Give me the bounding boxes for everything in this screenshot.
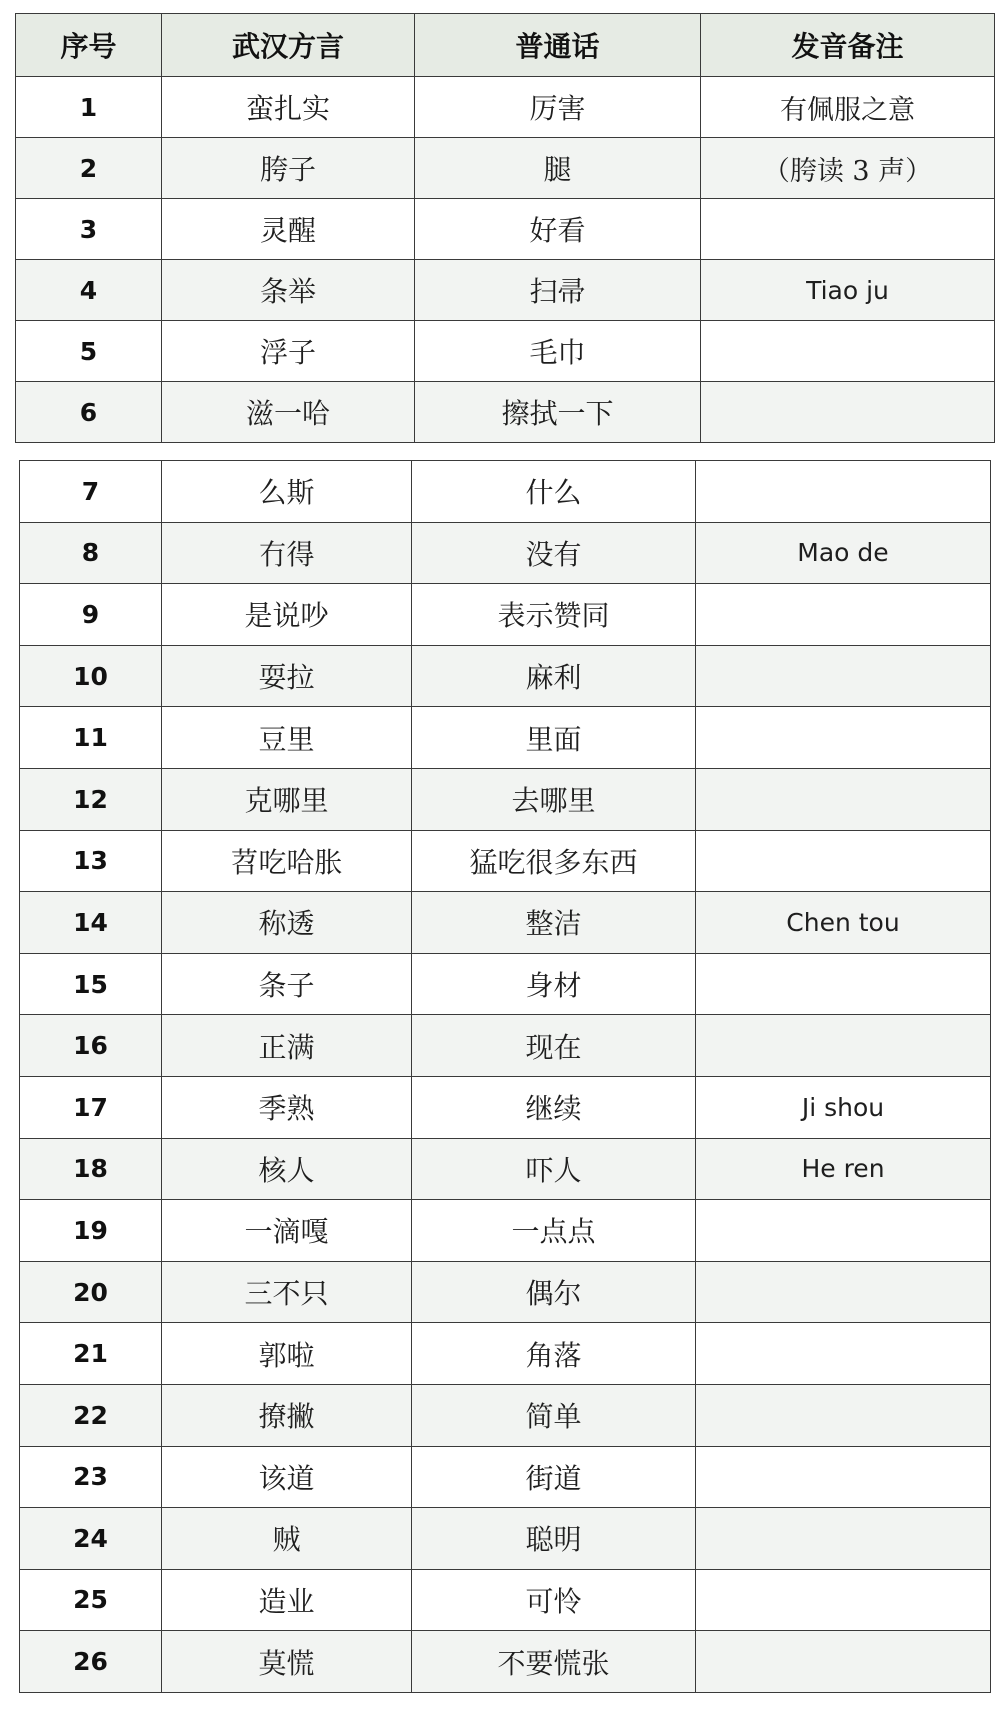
table-row: [16, 199, 995, 260]
cell-mandarin: 扫帚: [415, 260, 701, 321]
cell-dialect: 耍拉: [162, 645, 412, 707]
cell-index: 22: [20, 1384, 162, 1446]
cell-dialect: 豆里: [162, 707, 412, 769]
table-row: [16, 138, 995, 199]
cell-note: [701, 321, 995, 382]
cell-dialect: 贼: [162, 1508, 412, 1570]
cell-index: 7: [20, 461, 162, 523]
cell-dialect: 造业: [162, 1569, 412, 1631]
cell-index: 24: [20, 1508, 162, 1570]
cell-mandarin: 吓人: [412, 1138, 696, 1200]
cell-index: 21: [20, 1323, 162, 1385]
cell-dialect: 三不只: [162, 1261, 412, 1323]
cell-index: 11: [20, 707, 162, 769]
cell-index: 15: [20, 953, 162, 1015]
cell-note: [701, 382, 995, 443]
cell-mandarin: 可怜: [412, 1569, 696, 1631]
cell-note: [696, 584, 991, 646]
header-note: 发音备注: [701, 14, 995, 77]
cell-index: 10: [20, 645, 162, 707]
cell-note: [701, 199, 995, 260]
cell-mandarin: 身材: [412, 953, 696, 1015]
table-row: [20, 1015, 991, 1077]
table-row: [20, 645, 991, 707]
cell-dialect: 称透: [162, 892, 412, 954]
table-row: [20, 584, 991, 646]
cell-dialect: 郭啦: [162, 1323, 412, 1385]
cell-dialect: 冇得: [162, 522, 412, 584]
dialect-table-bottom: [19, 460, 991, 1693]
cell-mandarin: 表示赞同: [412, 584, 696, 646]
cell-dialect: 浮子: [162, 321, 415, 382]
cell-note: [696, 768, 991, 830]
table-row: [20, 768, 991, 830]
cell-mandarin: 简单: [412, 1384, 696, 1446]
cell-mandarin: 聪明: [412, 1508, 696, 1570]
cell-index: 14: [20, 892, 162, 954]
cell-dialect: 一滴嘎: [162, 1200, 412, 1262]
cell-mandarin: 不要慌张: [412, 1631, 696, 1693]
table-row: [20, 1323, 991, 1385]
cell-index: 13: [20, 830, 162, 892]
header-index: 序号: [16, 14, 162, 77]
cell-mandarin: 一点点: [412, 1200, 696, 1262]
dialect-table-top: [15, 13, 995, 443]
cell-note: Chen tou: [696, 892, 991, 954]
table-row: [20, 1446, 991, 1508]
cell-note: Ji shou: [696, 1076, 991, 1138]
cell-index: 25: [20, 1569, 162, 1631]
cell-mandarin: 角落: [412, 1323, 696, 1385]
cell-mandarin: 猛吃很多东西: [412, 830, 696, 892]
cell-dialect: 条子: [162, 953, 412, 1015]
cell-note: [696, 1508, 991, 1570]
cell-dialect: 季熟: [162, 1076, 412, 1138]
cell-note: [696, 1015, 991, 1077]
dialect-table-part-1: [15, 13, 994, 443]
cell-note: [696, 1631, 991, 1693]
cell-mandarin: 整洁: [412, 892, 696, 954]
cell-index: 5: [16, 321, 162, 382]
table-row: [20, 830, 991, 892]
cell-index: 3: [16, 199, 162, 260]
table-row: [20, 707, 991, 769]
cell-mandarin: 擦拭一下: [415, 382, 701, 443]
cell-mandarin: 好看: [415, 199, 701, 260]
cell-note: [696, 1569, 991, 1631]
cell-note: 有佩服之意: [701, 77, 995, 138]
table-row: [20, 1569, 991, 1631]
cell-note: [696, 953, 991, 1015]
cell-mandarin: 毛巾: [415, 321, 701, 382]
table-row: [16, 77, 995, 138]
cell-mandarin: 街道: [412, 1446, 696, 1508]
cell-index: 2: [16, 138, 162, 199]
cell-index: 18: [20, 1138, 162, 1200]
cell-dialect: 正满: [162, 1015, 412, 1077]
table-row: [16, 260, 995, 321]
cell-index: 6: [16, 382, 162, 443]
cell-mandarin: 什么: [412, 461, 696, 523]
table-row: [20, 461, 991, 523]
cell-mandarin: 现在: [412, 1015, 696, 1077]
cell-mandarin: 麻利: [412, 645, 696, 707]
cell-note: [696, 1384, 991, 1446]
cell-dialect: 莫慌: [162, 1631, 412, 1693]
cell-index: 12: [20, 768, 162, 830]
cell-dialect: 该道: [162, 1446, 412, 1508]
table-row: [20, 892, 991, 954]
cell-index: 26: [20, 1631, 162, 1693]
cell-index: 1: [16, 77, 162, 138]
cell-dialect: 克哪里: [162, 768, 412, 830]
table-row: [20, 1138, 991, 1200]
cell-note: [696, 1446, 991, 1508]
cell-index: 23: [20, 1446, 162, 1508]
cell-dialect: 撩撇: [162, 1384, 412, 1446]
cell-index: 4: [16, 260, 162, 321]
cell-dialect: 灵醒: [162, 199, 415, 260]
cell-mandarin: 里面: [412, 707, 696, 769]
table-row: [20, 1076, 991, 1138]
cell-mandarin: 厉害: [415, 77, 701, 138]
cell-note: [696, 707, 991, 769]
table-row: [16, 321, 995, 382]
table-row: [20, 1508, 991, 1570]
cell-dialect: 滋一哈: [162, 382, 415, 443]
header-mandarin: 普通话: [415, 14, 701, 77]
table-row: [20, 1631, 991, 1693]
cell-mandarin: 继续: [412, 1076, 696, 1138]
cell-note: [696, 1200, 991, 1262]
cell-note: [696, 1261, 991, 1323]
cell-dialect: 核人: [162, 1138, 412, 1200]
cell-note: Tiao ju: [701, 260, 995, 321]
dialect-table-part-2: [19, 460, 990, 1693]
cell-note: （胯读 3 声）: [701, 138, 995, 199]
cell-note: [696, 830, 991, 892]
cell-dialect: 是说吵: [162, 584, 412, 646]
cell-note: [696, 461, 991, 523]
cell-index: 17: [20, 1076, 162, 1138]
cell-note: He ren: [696, 1138, 991, 1200]
cell-mandarin: 腿: [415, 138, 701, 199]
cell-index: 9: [20, 584, 162, 646]
cell-note: [696, 1323, 991, 1385]
table-row: [20, 953, 991, 1015]
cell-dialect: 么斯: [162, 461, 412, 523]
cell-dialect: 条举: [162, 260, 415, 321]
header-dialect: 武汉方言: [162, 14, 415, 77]
cell-dialect: 苕吃哈胀: [162, 830, 412, 892]
cell-dialect: 胯子: [162, 138, 415, 199]
cell-mandarin: 去哪里: [412, 768, 696, 830]
cell-index: 19: [20, 1200, 162, 1262]
header-row: [16, 14, 995, 77]
table-row: [16, 382, 995, 443]
cell-index: 8: [20, 522, 162, 584]
cell-note: Mao de: [696, 522, 991, 584]
cell-mandarin: 偶尔: [412, 1261, 696, 1323]
table-row: [20, 1200, 991, 1262]
table-row: [20, 522, 991, 584]
cell-index: 16: [20, 1015, 162, 1077]
table-row: [20, 1384, 991, 1446]
cell-dialect: 蛮扎实: [162, 77, 415, 138]
cell-index: 20: [20, 1261, 162, 1323]
cell-mandarin: 没有: [412, 522, 696, 584]
cell-note: [696, 645, 991, 707]
table-row: [20, 1261, 991, 1323]
